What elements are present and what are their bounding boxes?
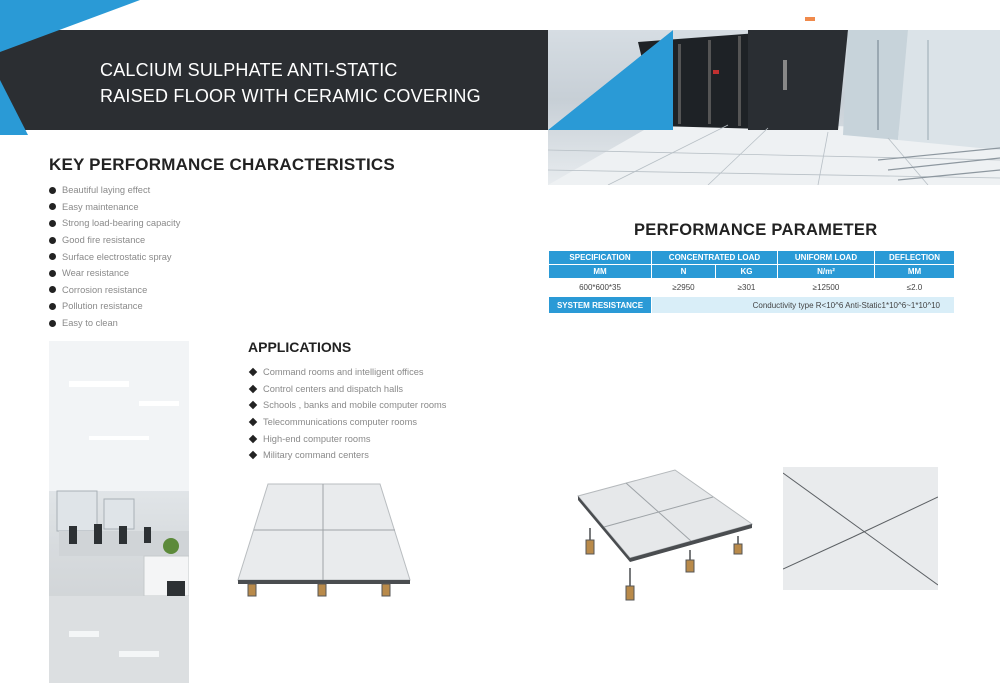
system-resistance-value: Conductivity type R<10^6 Anti-Static1*10^6~1*10^10 <box>652 297 955 314</box>
list-item: Good fire resistance <box>49 232 180 249</box>
diamond-bullet-icon <box>249 401 257 409</box>
diamond-bullet-icon <box>249 434 257 442</box>
header-specification: SPECIFICATION <box>549 251 652 265</box>
system-resistance-row <box>549 297 955 314</box>
list-item: Command rooms and intelligent offices <box>249 364 446 381</box>
header-uniform-load: UNIFORM LOAD <box>778 251 875 265</box>
unit-cell: N/m² <box>778 265 875 279</box>
bullet-icon <box>49 203 56 210</box>
system-resistance-label: SYSTEM RESISTANCE <box>549 297 652 314</box>
list-item: High-end computer rooms <box>249 430 446 447</box>
bullet-icon <box>49 187 56 194</box>
header-deflection: DEFLECTION <box>875 251 955 265</box>
header-concentrated-load: CONCENTRATED LOAD <box>652 251 778 265</box>
key-performance-list <box>49 182 180 331</box>
list-item: Pollution resistance <box>49 298 180 315</box>
value-cell: ≥301 <box>716 279 778 297</box>
applications-title: APPLICATIONS <box>248 339 352 355</box>
list-item: Wear resistance <box>49 265 180 282</box>
performance-table <box>548 250 955 314</box>
list-item: Control centers and dispatch halls <box>249 381 446 398</box>
page-title <box>100 57 481 109</box>
raised-floor-pedestal-image <box>570 468 755 608</box>
bullet-icon <box>49 270 56 277</box>
corner-accent-triangle <box>0 0 140 52</box>
list-item: Military command centers <box>249 447 446 464</box>
unit-cell: KG <box>716 265 778 279</box>
bullet-icon <box>49 303 56 310</box>
bullet-icon <box>49 220 56 227</box>
office-photo <box>49 341 189 683</box>
diamond-bullet-icon <box>249 368 257 376</box>
list-item: Beautiful laying effect <box>49 182 180 199</box>
unit-cell: N <box>652 265 716 279</box>
bullet-icon <box>49 286 56 293</box>
list-item: Easy maintenance <box>49 199 180 216</box>
applications-list <box>249 364 446 464</box>
unit-cell: MM <box>875 265 955 279</box>
orange-marker <box>805 17 815 21</box>
bullet-icon <box>49 320 56 327</box>
table-units-row <box>549 265 955 279</box>
list-item: Surface electrostatic spray <box>49 248 180 265</box>
table-row <box>549 279 955 297</box>
bullet-icon <box>49 237 56 244</box>
page-title-line1: CALCIUM SULPHATE ANTI-STATIC <box>100 60 398 80</box>
value-cell: 600*600*35 <box>549 279 652 297</box>
page-title-line2: RAISED FLOOR WITH CERAMIC COVERING <box>100 86 481 106</box>
list-item: Strong load-bearing capacity <box>49 215 180 232</box>
list-item: Corrosion resistance <box>49 282 180 299</box>
performance-parameter-title: PERFORMANCE PARAMETER <box>634 221 878 239</box>
diamond-bullet-icon <box>249 385 257 393</box>
tile-joint-closeup-image <box>783 467 938 590</box>
list-item: Telecommunications computer rooms <box>249 414 446 431</box>
list-item: Easy to clean <box>49 315 180 332</box>
value-cell: ≥2950 <box>652 279 716 297</box>
diamond-bullet-icon <box>249 418 257 426</box>
unit-cell: MM <box>549 265 652 279</box>
key-performance-title: KEY PERFORMANCE CHARACTERISTICS <box>49 155 395 174</box>
value-cell: ≤2.0 <box>875 279 955 297</box>
diamond-bullet-icon <box>249 451 257 459</box>
raised-floor-panels-image <box>230 478 415 603</box>
value-cell: ≥12500 <box>778 279 875 297</box>
list-item: Schools , banks and mobile computer rooms <box>249 397 446 414</box>
table-header-row <box>549 251 955 265</box>
bullet-icon <box>49 253 56 260</box>
banner-left-accent <box>0 80 28 135</box>
